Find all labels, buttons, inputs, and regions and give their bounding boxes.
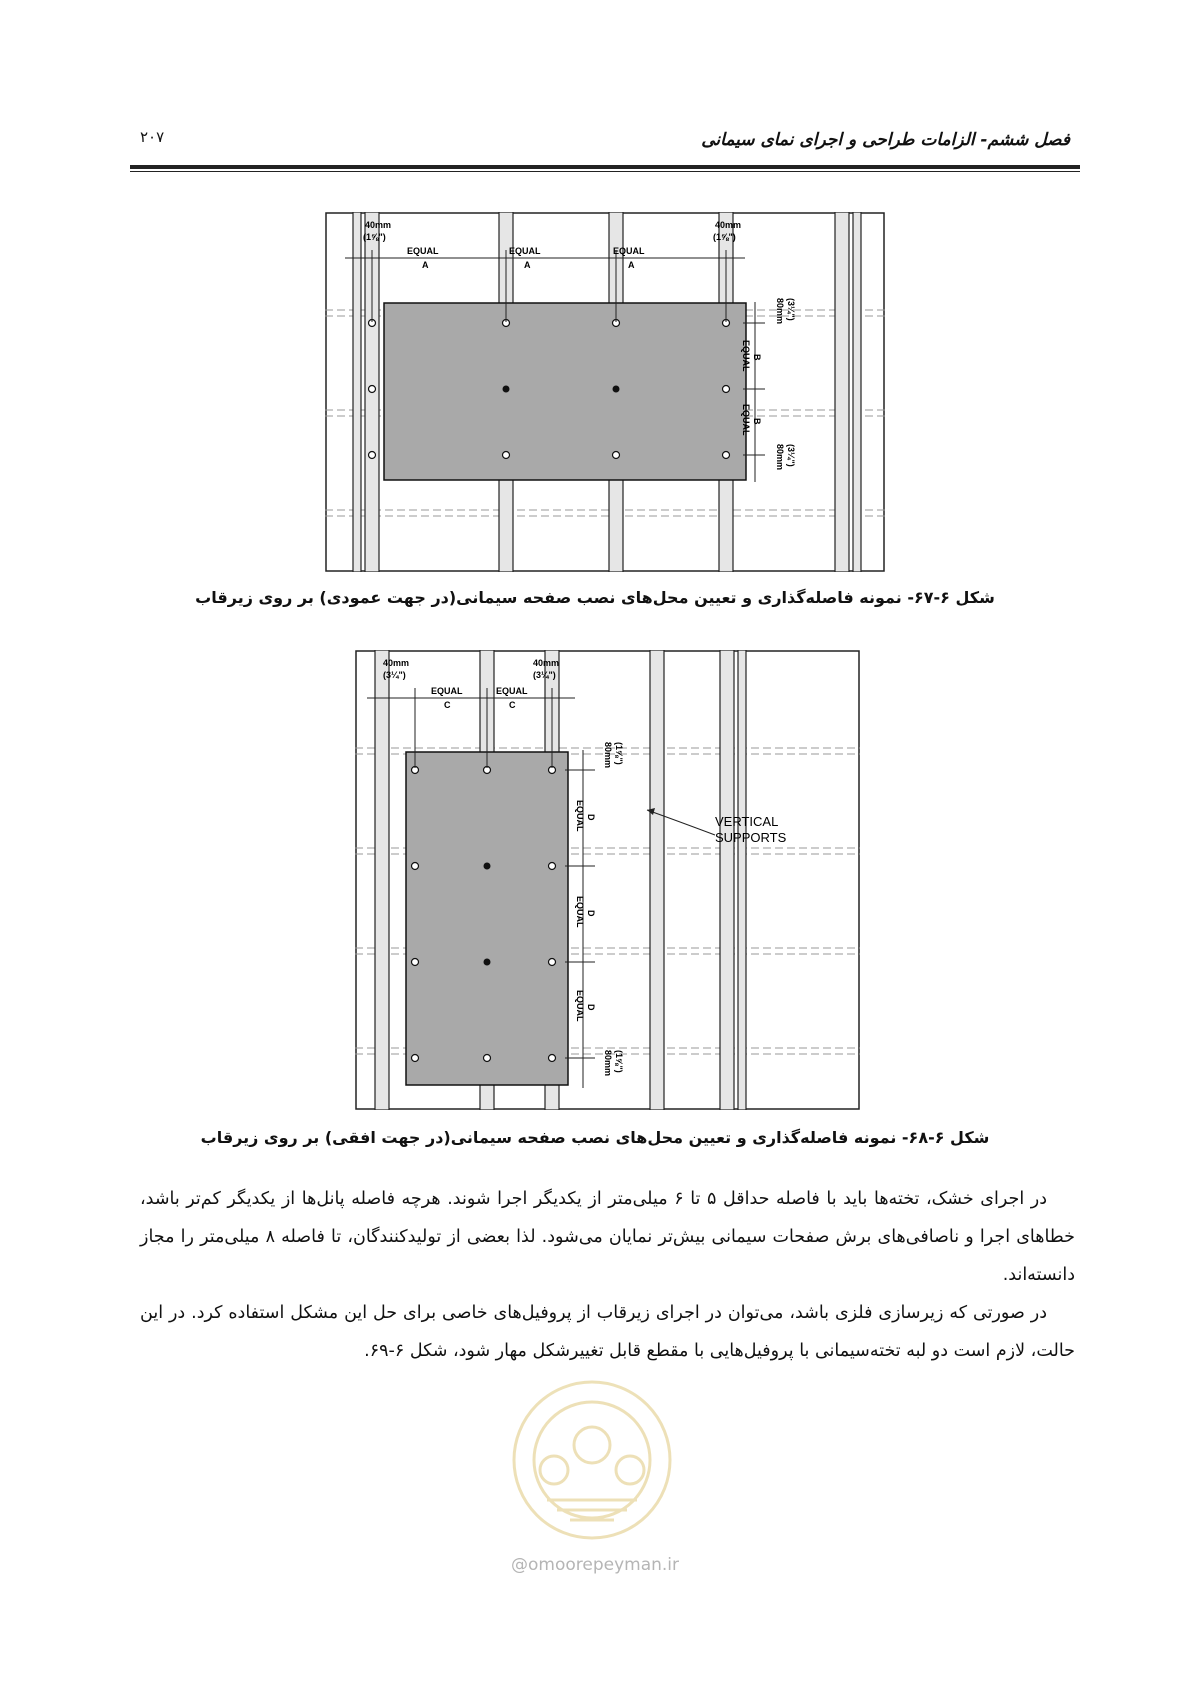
fig1-equal-b-2: EQUAL <box>741 404 751 436</box>
fig1-label-b-2: B <box>752 418 762 425</box>
figure-68-diagram <box>355 650 860 1110</box>
fig1-equal-3: EQUAL <box>613 246 645 256</box>
watermark-site: @omoorepeyman.ir <box>510 1555 680 1575</box>
header-rule-thin <box>130 171 1080 172</box>
fig1-equal-1: EQUAL <box>407 246 439 256</box>
fig1-vdim-bottom-sub: (3¼") <box>786 444 796 467</box>
page-number: ۲۰۷ <box>140 128 165 146</box>
fig1-equal-b-1: EQUAL <box>741 340 751 372</box>
fig1-dim-left: 40mm <box>365 220 392 230</box>
fig1-equal-2: EQUAL <box>509 246 541 256</box>
fig2-note-line2: SUPPORTS <box>715 830 787 845</box>
fig2-equal-d-3: EQUAL <box>575 990 585 1022</box>
fig2-vdim-top-sub: (1⅝") <box>614 742 624 765</box>
fig1-dim-right-sub: (1⅝") <box>713 232 736 242</box>
fig2-label-c-2: C <box>509 700 516 710</box>
fig2-label-d-2: D <box>586 910 596 917</box>
header-rule-thick <box>130 165 1080 169</box>
fig2-dim-right: 40mm <box>533 658 560 668</box>
paragraph-2: در صورتی که زیرسازی فلزی باشد، می‌توان در اجرای زیرقاب از پروفیل‌های خاصی برای حل این مشکل استفاده کرد. در این حالت، لازم است دو لبه تخته‌سیمانی با پروفیل‌هایی با مقطع قابل تغییرشکل مهار شود، شکل ۶-۶۹. <box>140 1303 1075 1361</box>
fig1-vdim-top: 80mm <box>775 298 785 325</box>
fig2-label-c-1: C <box>444 700 451 710</box>
fig1-label-a-2: A <box>524 260 531 270</box>
fig2-equal-1: EQUAL <box>431 686 463 696</box>
fig1-label-a-1: A <box>422 260 429 270</box>
fig1-label-a-3: A <box>628 260 635 270</box>
body-text <box>140 1180 1075 1370</box>
fig1-dim-right: 40mm <box>715 220 742 230</box>
fig1-dim-left-sub: (1⅝") <box>363 232 386 242</box>
fig2-note-line1: VERTICAL <box>715 814 779 829</box>
fig2-dim-right-sub: (3¼") <box>533 670 556 680</box>
fig2-label-d-3: D <box>586 1004 596 1011</box>
figure-67-diagram <box>325 212 885 572</box>
chapter-title: فصل ششم- الزامات طراحی و اجرای نمای سیمانی <box>701 130 1070 150</box>
fig2-vdim-top: 80mm <box>603 742 613 769</box>
fig2-vdim-bottom-sub: (1⅝") <box>614 1050 624 1073</box>
fig1-vdim-bottom: 80mm <box>775 444 785 471</box>
fig2-dim-left-sub: (3¼") <box>383 670 406 680</box>
fig2-equal-d-1: EQUAL <box>575 800 585 832</box>
fig2-equal-d-2: EQUAL <box>575 896 585 928</box>
fig2-dim-left: 40mm <box>383 658 410 668</box>
figure-67-caption: شکل ۶-۶۷- نمونه فاصله‌گذاری و تعیین محل‌های نصب صفحه سیمانی(در جهت عمودی) بر روی زیرقاب <box>195 588 995 607</box>
fig1-label-b-1: B <box>752 354 762 361</box>
watermark-seal <box>492 1375 692 1545</box>
fig2-label-d-1: D <box>586 814 596 821</box>
fig2-vdim-bottom: 80mm <box>603 1050 613 1077</box>
fig2-equal-2: EQUAL <box>496 686 528 696</box>
fig1-vdim-top-sub: (3¼") <box>786 298 796 321</box>
figure-68-caption: شکل ۶-۶۸- نمونه فاصله‌گذاری و تعیین محل‌های نصب صفحه سیمانی(در جهت افقی) بر روی زیرقاب <box>200 1128 990 1147</box>
paragraph-1: در اجرای خشک، تخته‌ها باید با فاصله حداقل ۵ تا ۶ میلی‌متر از یکدیگر اجرا شوند. هرچه فاصله پانل‌ها از یکدیگر کم‌تر باشد، خطاهای اجرا و ناصافی‌های برش صفحات سیمانی بیش‌تر نمایان می‌شود. لذا بعضی از تولیدکنندگان، تا فاصله ۸ میلی‌متر را مجاز دانسته‌اند. <box>140 1189 1075 1285</box>
